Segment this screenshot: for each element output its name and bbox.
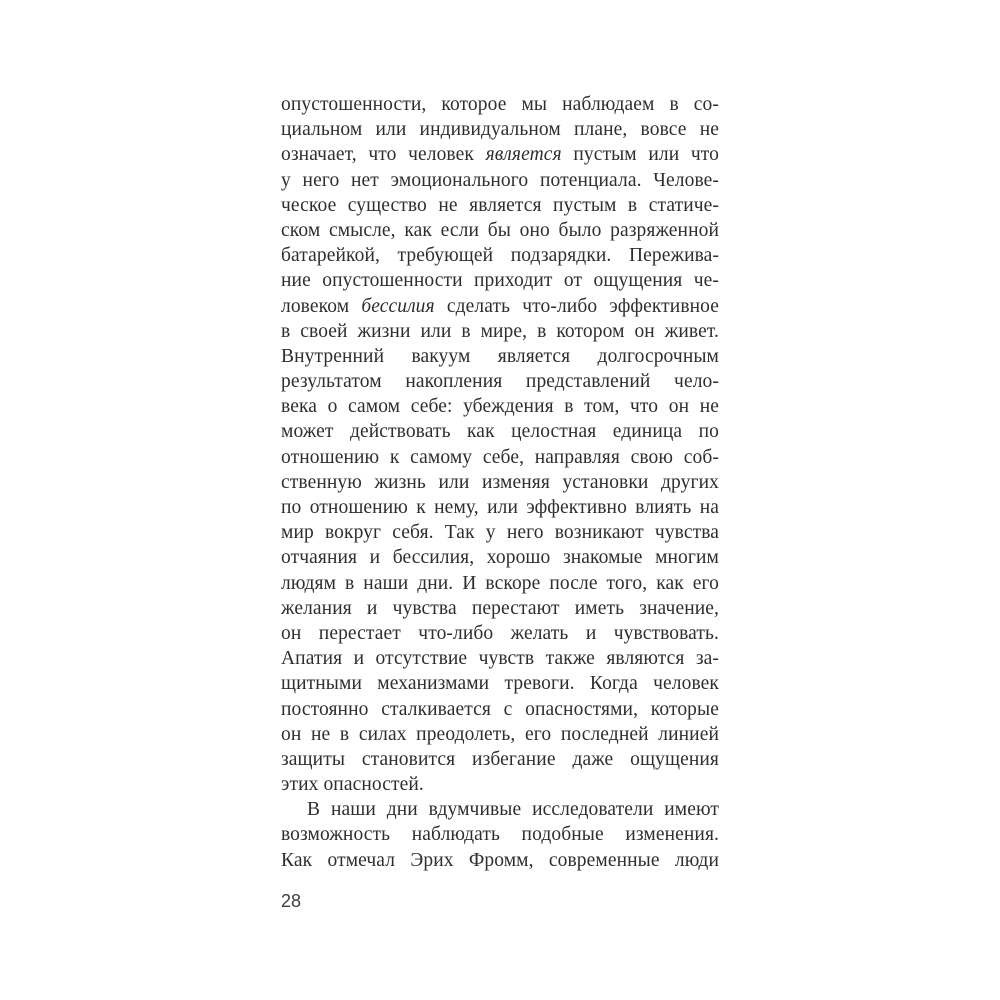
text-segment: батарейкой, требующей подзарядки. Пережива- [281,245,719,267]
text-segment: щитными механизмами тревоги. Когда человек [281,673,719,695]
text-segment: опустошенности, которое мы наблюдаем в со- [281,94,719,115]
text-segment: Апатия и отсутствие чувств также являются за- [281,648,719,670]
text-segment: означает, что человек [281,144,486,166]
text-line [281,419,719,444]
text-segment: ческое существо не является пустым в статиче- [281,194,719,216]
text-line [281,646,719,671]
text-segment: отчаяния и бессилия, хорошо знакомые многим [281,547,719,569]
text-segment: он перестает что-либо желать и чувствовать. [281,622,719,644]
text-segment: ственную жизнь или изменяя установки других [281,471,719,493]
text-line [281,319,719,344]
text-line [281,571,719,596]
text-line [281,671,719,696]
text-segment: по отношению к нему, или эффективно влиять на [281,497,719,518]
text-line [281,344,719,369]
text-line [281,621,719,646]
text-line [281,445,719,470]
text-segment: Внутренний вакуум является долгосрочным [281,345,719,367]
text-segment: постоянно сталкивается с опасностями, которые [281,698,719,720]
text-line [281,168,719,193]
text-segment: Как отмечал Эрих Фромм, современные люди [281,849,719,871]
text-segment: у него нет эмоционального потенциала. Челове- [281,169,719,191]
text-line [281,470,719,495]
text-segment: ском смысле, как если бы оно было разряженной [281,219,719,241]
text-line [281,495,719,520]
text-line [281,394,719,419]
text-line [281,747,719,772]
text-line [281,193,719,218]
text-segment: циальном или индивидуальном плане, вовсе не [281,119,719,141]
text-segment: он не в силах преодолеть, его последней линией [281,723,719,745]
text-segment: в своей жизни или в мире, в котором он живет. [281,320,719,342]
text-segment: ловеком [281,295,362,317]
page-number: 28 [281,891,302,911]
text-segment: века о самом себе: убеждения в том, что он не [281,396,719,418]
text-segment: пустым или что [561,144,719,166]
text-line [281,822,719,847]
text-segment: людям в наши дни. И вскоре после того, как его [281,572,719,594]
text-segment: желания и чувства перестают иметь значение, [281,597,719,619]
text-line [281,117,719,142]
text-segment: защиты становится избегание даже ощущения [281,748,719,770]
text-line [281,596,719,621]
text-line [281,722,719,747]
text-segment: ние опустошенности приходит от ощущения че- [281,270,719,292]
text-line [281,142,719,167]
text-line [281,218,719,243]
text-line [281,772,719,797]
text-segment: В наши дни вдумчивые исследователи имеют [307,799,719,821]
body-text-block [281,92,719,873]
text-line [281,243,719,268]
emphasized-text: является [485,144,562,166]
text-line [281,294,719,319]
text-segment: этих опасностей. [281,774,424,796]
emphasized-text: бессилия [361,295,435,317]
text-line [281,268,719,293]
text-segment: может действовать как целостная единица по [281,421,719,443]
text-segment: сделать что-либо эффективное [434,295,720,317]
text-line [281,797,719,822]
text-line [281,92,719,117]
text-line [281,848,719,873]
text-line [281,697,719,722]
text-line [281,369,719,394]
text-line [281,520,719,545]
text-segment: возможность наблюдать подобные изменения. [281,824,719,846]
text-line [281,545,719,570]
text-segment: мир вокруг себя. Так у него возникают чувства [281,522,719,544]
text-segment: результатом накопления представлений чело- [281,371,719,393]
text-segment: отношению к самому себе, направляя свою соб- [281,446,719,468]
